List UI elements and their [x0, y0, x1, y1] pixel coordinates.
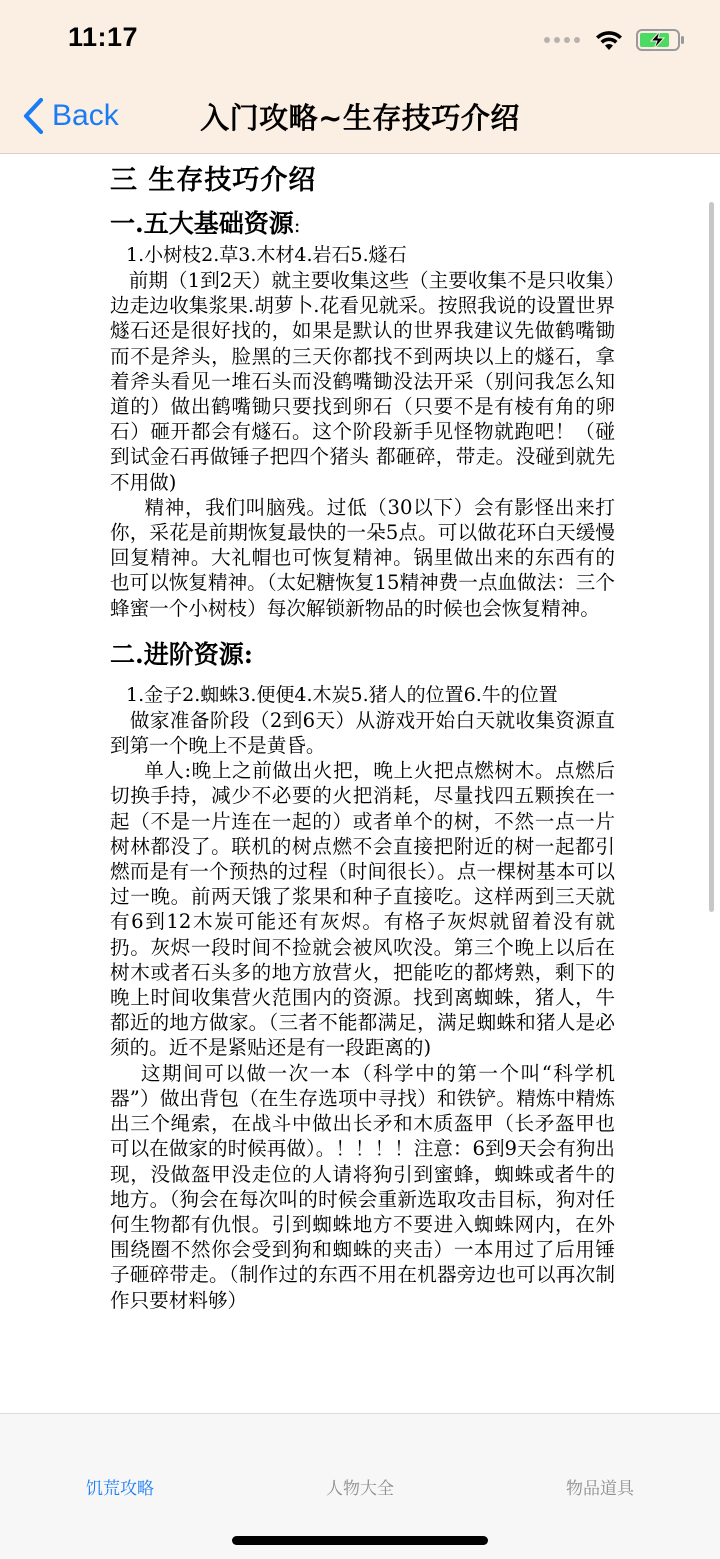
- advanced-resources-list: 1.金子2.蜘蛛3.便便4.木炭5.猪人的位置6.牛的位置: [126, 683, 558, 706]
- tab-bar: [0, 1413, 720, 1559]
- article-content[interactable]: [110, 160, 615, 1412]
- back-label: Back: [52, 99, 119, 132]
- heading-advanced-resources: [110, 637, 615, 673]
- tab-items[interactable]: 物品道具: [566, 1479, 634, 1498]
- page-title: 入门攻略~生存技巧介绍: [200, 101, 520, 135]
- section-title: 三 生存技巧介绍: [110, 165, 317, 196]
- home-indicator[interactable]: [232, 1536, 488, 1545]
- tab-characters[interactable]: 人物大全: [326, 1479, 394, 1498]
- basic-resources-list: 1.小树枝2.草3.木材4.岩石5.燧石: [126, 244, 407, 266]
- status-icons: [544, 26, 686, 54]
- cellular-signal-icon: [544, 37, 580, 43]
- scrollbar[interactable]: [709, 202, 714, 912]
- battery-charging-icon: [636, 28, 686, 52]
- status-time: 11:17: [68, 22, 139, 52]
- paragraph-early-game: 前期（1到2天）就主要收集这些（主要收集不是只收集）边走边收集浆果.胡萝卜.花看见就采。按照我说的设置世界燧石还是很好找的，如果是默认的世界我建议先做鹤嘴锄而不是斧头，脸黑的三天你都找不到两块以上的燧石，拿着斧头看见一堆石头而没鹤嘴锄没法开采（别问我怎么知道的）做出鹤嘴锄只要找到卵石（只要不是有棱有角的卵石）砸开都会有燧石。这个阶段新手见怪物就跑吧！（碰到试金石再做锤子把四个猪头 都砸碎，带走。没碰到就先不用做): [110, 269, 615, 494]
- heading-advanced-resources-colon: :: [243, 639, 253, 669]
- wifi-icon: [594, 28, 624, 52]
- paragraph-sanity: 精神，我们叫脑残。过低（30以下）会有影怪出来打你，采花是前期恢复最快的一朵5点。可以做花环白天缓慢回复精神。大礼帽也可恢复精神。锅里做出来的东西有的也可以恢复精神。（太妃糖恢复15精神费一点血做法：三个蜂蜜一个小树枝）每次解锁新物品的时候也会恢复精神。: [110, 495, 615, 620]
- heading-basic-resources-colon: :: [293, 213, 301, 237]
- navigation-header: [0, 0, 720, 154]
- paragraph-science-machine: 这期间可以做一次一本（科学中的第一个叫“科学机器”）做出背包（在生存选项中寻找）和铁铲。精炼中精炼出三个绳索，在战斗中做出长矛和木质盔甲（长矛盔甲也可以在做家的时候再做）。！！！！注意：6到9天会有狗出现，没做盔甲没走位的人请将狗引到蜜蜂，蜘蛛或者牛的地方。（狗会在每次叫的时候会重新选取攻击目标，狗对任何生物都有仇恨。引到蜘蛛地方不要进入蜘蛛网内，在外围绕圈不然你会受到狗和蜘蛛的夹击）一本用过了后用锤子砸碎带走。（制作过的东西不用在机器旁边也可以再次制作只要材料够）: [110, 1061, 615, 1312]
- tab-famine-guide[interactable]: 饥荒攻略: [86, 1479, 154, 1498]
- heading-advanced-resources-text: 二.进阶资源: [110, 639, 244, 669]
- paragraph-home-prep: 做家准备阶段（2到6天）从游戏开始白天就收集资源直到第一个晚上不是黄昏。: [110, 708, 615, 758]
- paragraph-single-player: 单人:晚上之前做出火把，晚上火把点燃树木。点燃后切换手持，减少不必要的火把消耗，尽量找四五颗挨在一起（不是一片连在一起的）或者单个的树，不然一点一片树林都没了。联机的树点燃不会直接把附近的树一起都引燃而是有一个预热的过程（时间很长）。点一棵树基本可以过一晚。前两天饿了浆果和种子直接吃。这样两到三天就有6到12木炭可能还有灰烬。有格子灰烬就留着没有就扔。灰烬一段时间不捡就会被风吹没。第三个晚上以后在树木或者石头多的地方放营火，把能吃的都烤熟，剩下的晚上时间收集营火范围内的资源。找到离蜘蛛，猪人，牛都近的地方做家。（三者不能都满足，满足蜘蛛和猪人是必须的。近不是紧贴还是有一段距离的): [110, 759, 615, 1060]
- heading-basic-resources-text: 一.五大基础资源: [110, 209, 294, 238]
- heading-basic-resources: [110, 206, 615, 243]
